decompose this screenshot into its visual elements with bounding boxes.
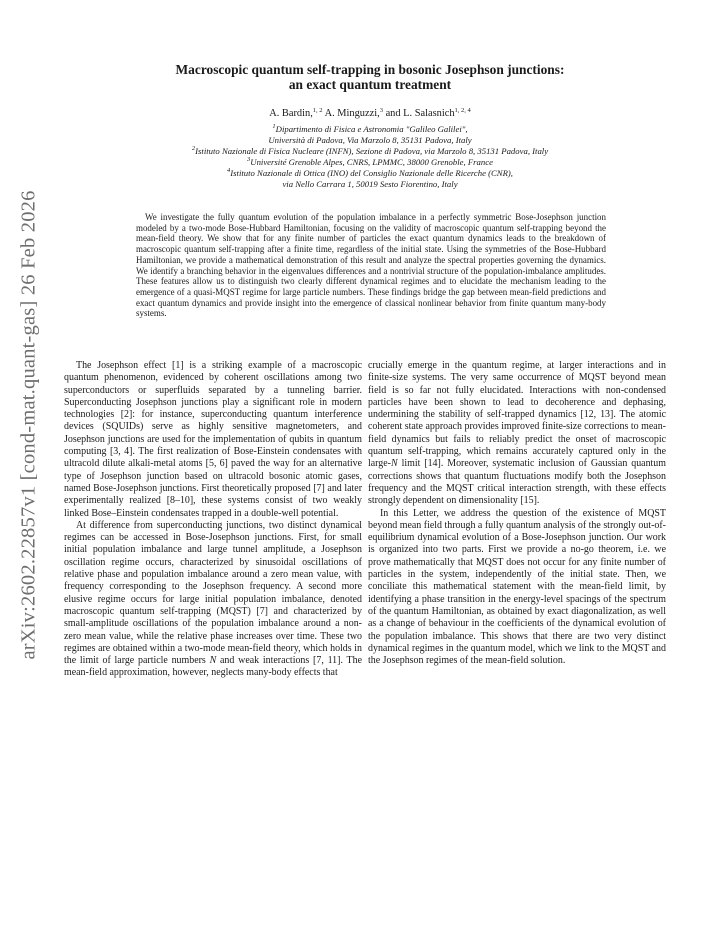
title-line-2: an exact quantum treatment [288,77,452,92]
paper-title [90,62,650,92]
affiliation-list [80,124,660,189]
arxiv-identifier-text: arXiv:2602.22857v1 [cond-mat.quant-gas] 26 Feb 2026 [17,190,40,660]
author-affiliation-mark: 1, 2 [312,107,323,114]
math-variable: N [209,655,217,667]
author-affiliation-mark: 3 [379,107,383,114]
author-name: A. Minguzzi, [324,108,380,119]
affiliation-line: $^3$Université Grenoble Alpes, CNRS, LPMMC, 38000 Grenoble, France [247,155,493,167]
affiliation-line: $^2$Istituto Nazionale di Fisica Nucleare (INFN), Sezione di Padova, via Marzolo 8, 35131 Padova, Italy [191,144,549,156]
author-name: A. Bardin, [269,108,313,119]
arxiv-identifier [4,190,54,660]
body-paragraph: At difference from superconducting junctions, two distinct dynamical regimes can be accessed in Bose-Josephson junctions. First, for small initial population imbalance and large tunnel amplitude, a Josephson oscillation regime occurs, characterized by sinusoidal oscillations of relative phase and population imbalance around a zero mean value, with frequency corresponding to the Josephson frequency. A second more elusive regime occurs for large initial population imbalance, denoted macroscopic quantum self-trapping (MQST) [7] and characterized by small-amplitude oscillations of the population imbalance around a non-zero mean value, while the relative phase increases over time. These two regimes are obtained within a two-mode mean-field theory, which holds in the limit of large particle numbers N and weak interactions [7, 11]. The mean-field approximation, however, neglects many-body effects that [64,519,362,679]
affiliation-line: $^1$Dipartimento di Fisica e Astronomia "Galileo Galilei", [272,123,468,134]
author-name: and L. Salasnich [385,108,455,119]
affiliation-line: Università di Padova, Via Marzolo 8, 35131 Padova, Italy [268,134,472,145]
affiliation-line: $^4$Istituto Nazionale di Ottica (INO) del Consiglio Nazionale delle Ricerche (CNR), [227,166,513,178]
body-paragraph: The Josephson effect [1] is a striking example of a macroscopic quantum phenomenon, evidenced by coherent oscillations among two superconductors or superfluids separated by a tunneling barrier. Superconducting Josephson junctions play a significant role in modern technologies [2]: for instance, superconducting quantum interference devices (SQUIDs) serve as highly sensitive magnetometers, and Josephson junctions are used for the implementation of qubits in quantum computing [3, 4]. The first realization of Bose-Einstein condensates with ultracold dilute alkali-metal atoms [5, 6] paved the way for an alternative type of Josephson junction based on ultracold bosonic atomic gases, named Bose-Josephson junctions. First theoretically proposed [7] and later experimentally realized [8–10], these systems consist of two weakly linked Bose–Einstein condensates trapped in a double-well potential. [64,360,362,519]
body-paragraph: crucially emerge in the quantum regime, at larger interactions and in finite-size systems. The very same occurrence of MQST beyond mean field is so far not fully elucidated. Interactions with non-condensed particles have been shown to lead to decoherence and dephasing, undermining the stability of self-trapped dynamics [12, 13]. The atomic coherent state approach provides improved finite-size corrections to mean-field dynamics but fails to reliably predict the onset of macroscopic quantum self-trapping, which remains accurately captured only in the large-N limit [14]. Moreover, systematic inclusion of Gaussian quantum corrections shows that quantum fluctuations modify both the Josephson frequency and the MQST critical interaction strength, with these effects strongly dependent on dimensionality [15]. [368,360,666,507]
author-affiliation-mark: 1, 2, 4 [454,107,471,114]
math-variable: N [391,458,398,470]
abstract: We investigate the fully quantum evolution of the population imbalance in a perfectly symmetric Bose-Josephson junction modeled by a two-mode Bose-Hubbard Hamiltonian, focusing on the validity of macroscopic quantum self-trapping beyond the mean-field theory. We show that for any finite number of particles the exact quantum dynamics leads to the breakdown of macroscopic quantum self-trapping after a finite time, regardless of the initial state. Using the symmetries of the Bose-Hubbard Hamiltonian, we provide a mathematical demonstration of this result and analyze the spectral properties governing the dynamics. We identify a branching behavior in the eigenvalues differences and a nontrivial structure of the population-imbalance amplitudes. These features allow us to distinguish two clearly different dynamical regimes and to elucidate the mechanism leading to the emergence of a quasi-MQST regime for large particle numbers. These findings bridge the gap between mean-field predictions and exact quantum dynamics and provide insight into the emergence of classical nonlinear behavior from finite quantum many-body systems. [136,212,606,319]
affiliation-line: via Nello Carrara 1, 50019 Sesto Fiorentino, Italy [282,178,458,189]
body-column-left [64,360,362,680]
title-line-1: Macroscopic quantum self-trapping in bosonic Josephson junctions: [175,62,565,77]
body-paragraph: In this Letter, we address the question of the existence of MQST beyond mean field through a fully quantum analysis of the strongly out-of-equilibrium dynamical evolution of a Bose-Josephson junction. Our work is organized into two parts. First we provide a no-go theorem, i.e. we prove mathematically that MQST does not occur for any finite number of particles in the system, independently of the initial state. Then, we conciliate this mathematical statement with the mean-field limit, by identifying a phase transition in the energy-level spacings of the spectrum of the quantum Hamiltonian, as obtained by exact diagonalization, as well as a change of behaviour in the coefficients of the dynamical evolution of the population imbalance. This shows that there are two very distinct dynamical regimes in the quantum model, which we link to the MQST and the Josephson regimes of the mean-field solution. [368,507,666,667]
author-list [90,108,650,119]
body-column-right [368,360,666,667]
